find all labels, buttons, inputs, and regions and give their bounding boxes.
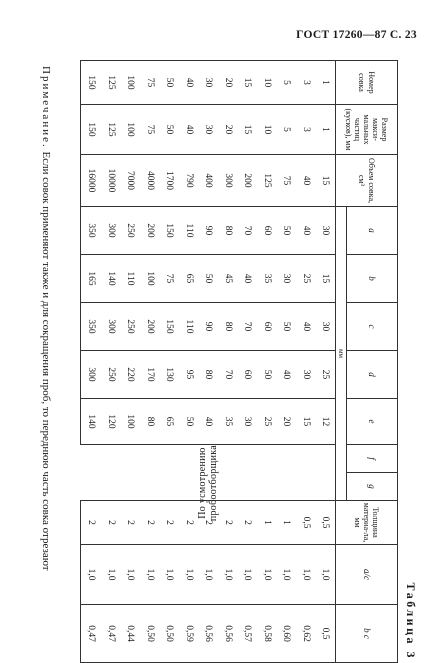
cell-bc: 0,57 bbox=[238, 605, 258, 663]
cell-tolshina: 0,5 bbox=[296, 501, 316, 545]
col-header-razmer: Размер макси-мальных частиц (кусков), мм bbox=[336, 105, 398, 155]
cell-tolshina: 2 bbox=[160, 501, 180, 545]
cell-c: 90 bbox=[199, 303, 219, 351]
cell-b: 75 bbox=[160, 255, 180, 303]
cell-d: 50 bbox=[257, 351, 277, 399]
cell-b: 165 bbox=[81, 255, 101, 303]
cell-nomer: 10 bbox=[257, 61, 277, 105]
cell-razmer: 20 bbox=[218, 105, 238, 155]
cell-d: 80 bbox=[199, 351, 219, 399]
cell-bc: 0,60 bbox=[277, 605, 297, 663]
table-row bbox=[81, 61, 101, 663]
table-row bbox=[257, 61, 277, 663]
table-caption: Таблица 3 bbox=[404, 582, 418, 660]
col-header-a: a bbox=[347, 207, 398, 255]
table-row bbox=[296, 61, 316, 663]
cell-nomer: 3 bbox=[296, 61, 316, 105]
cell-tolshina: 0,5 bbox=[316, 501, 336, 545]
cell-b: 45 bbox=[218, 255, 238, 303]
cell-b: 100 bbox=[140, 255, 160, 303]
cell-d: 130 bbox=[160, 351, 180, 399]
cell-tolshina: 1 bbox=[257, 501, 277, 545]
cell-nomer: 15 bbox=[238, 61, 258, 105]
cell-tolshina: 2 bbox=[179, 501, 199, 545]
cell-obem: 75 bbox=[277, 155, 297, 207]
cell-nomer: 5 bbox=[277, 61, 297, 105]
cell-tolshina: 2 bbox=[238, 501, 258, 545]
rotated-page-content bbox=[0, 60, 418, 660]
table-row bbox=[277, 61, 297, 663]
cell-b: 65 bbox=[179, 255, 199, 303]
cell-nomer: 1 bbox=[316, 61, 336, 105]
cell-ac: 1,0 bbox=[218, 545, 238, 605]
table-row bbox=[218, 61, 238, 663]
cell-obem: 790 bbox=[179, 155, 199, 207]
cell-d: 70 bbox=[218, 351, 238, 399]
cell-a: 70 bbox=[238, 207, 258, 255]
cell-e: 120 bbox=[101, 399, 121, 445]
cell-e: 20 bbox=[277, 399, 297, 445]
cell-obem: 7000 bbox=[121, 155, 141, 207]
cell-c: 60 bbox=[257, 303, 277, 351]
cell-a: 60 bbox=[257, 207, 277, 255]
cell-c: 50 bbox=[277, 303, 297, 351]
table-row bbox=[160, 61, 180, 663]
cell-razmer: 75 bbox=[140, 105, 160, 155]
page-header: ГОСТ 17260—87 С. 23 bbox=[296, 29, 417, 41]
cell-b: 30 bbox=[277, 255, 297, 303]
cell-d: 25 bbox=[316, 351, 336, 399]
cell-c: 80 bbox=[218, 303, 238, 351]
cell-b: 140 bbox=[101, 255, 121, 303]
note-text: Если совок применяют также и для сокращения проб, то переднюю часть совка отрезают bbox=[40, 151, 52, 571]
cell-ac: 1,0 bbox=[316, 545, 336, 605]
cell-obem: 16000 bbox=[81, 155, 101, 207]
cell-d: 220 bbox=[121, 351, 141, 399]
cell-bc: 0,47 bbox=[101, 605, 121, 663]
cell-obem: 40 bbox=[296, 155, 316, 207]
cell-b: 50 bbox=[199, 255, 219, 303]
cell-a: 80 bbox=[218, 207, 238, 255]
table-body bbox=[81, 61, 336, 663]
cell-nomer: 100 bbox=[121, 61, 141, 105]
cell-razmer: 125 bbox=[101, 105, 121, 155]
cell-tolshina: 2 bbox=[218, 501, 238, 545]
note-label: Примечание. bbox=[40, 66, 52, 149]
cell-obem: 125 bbox=[257, 155, 277, 207]
cell-b: 110 bbox=[121, 255, 141, 303]
cell-a: 200 bbox=[140, 207, 160, 255]
cell-e: 12 bbox=[316, 399, 336, 445]
cell-razmer: 15 bbox=[238, 105, 258, 155]
cell-razmer: 3 bbox=[296, 105, 316, 155]
col-header-c: c bbox=[347, 303, 398, 351]
table-row bbox=[199, 61, 219, 663]
cell-razmer: 30 bbox=[199, 105, 219, 155]
cell-a: 300 bbox=[101, 207, 121, 255]
col-header-g: g bbox=[347, 473, 398, 501]
cell-ac: 1,0 bbox=[257, 545, 277, 605]
cell-razmer: 40 bbox=[179, 105, 199, 155]
fg-span-text: По усмотрению пробоотборщика bbox=[197, 444, 219, 522]
cell-d: 95 bbox=[179, 351, 199, 399]
cell-e: 40 bbox=[199, 399, 219, 445]
cell-d: 300 bbox=[81, 351, 101, 399]
table-row bbox=[238, 61, 258, 663]
cell-obem: 400 bbox=[199, 155, 219, 207]
cell-a: 40 bbox=[296, 207, 316, 255]
cell-a: 250 bbox=[121, 207, 141, 255]
cell-bc: 0,62 bbox=[296, 605, 316, 663]
cell-e: 65 bbox=[160, 399, 180, 445]
cell-c: 200 bbox=[140, 303, 160, 351]
cell-c: 40 bbox=[296, 303, 316, 351]
cell-bc: 0,5 bbox=[316, 605, 336, 663]
cell-razmer: 150 bbox=[81, 105, 101, 155]
table-row bbox=[101, 61, 121, 663]
cell-b: 40 bbox=[238, 255, 258, 303]
cell-razmer: 50 bbox=[160, 105, 180, 155]
unit-mm-label: мм bbox=[336, 207, 347, 501]
cell-e: 80 bbox=[140, 399, 160, 445]
footnote bbox=[38, 60, 53, 660]
cell-a: 90 bbox=[199, 207, 219, 255]
cell-bc: 0,56 bbox=[218, 605, 238, 663]
cell-e: 30 bbox=[238, 399, 258, 445]
cell-nomer: 125 bbox=[101, 61, 121, 105]
cell-ac: 1,0 bbox=[101, 545, 121, 605]
cell-bc: 0,44 bbox=[121, 605, 141, 663]
cell-ac: 1,0 bbox=[296, 545, 316, 605]
cell-obem: 200 bbox=[238, 155, 258, 207]
cell-c: 70 bbox=[238, 303, 258, 351]
cell-tolshina: 2 bbox=[121, 501, 141, 545]
col-header-tolshina: Толщина материа-ла, мм bbox=[336, 501, 398, 545]
cell-c: 250 bbox=[121, 303, 141, 351]
cell-bc: 0,50 bbox=[140, 605, 160, 663]
cell-bc: 0,47 bbox=[81, 605, 101, 663]
cell-d: 40 bbox=[277, 351, 297, 399]
cell-ac: 1,0 bbox=[179, 545, 199, 605]
cell-d: 170 bbox=[140, 351, 160, 399]
col-header-ac: a/c bbox=[336, 545, 398, 605]
cell-nomer: 150 bbox=[81, 61, 101, 105]
cell-obem: 4000 bbox=[140, 155, 160, 207]
cell-tolshina: 1 bbox=[277, 501, 297, 545]
fg-span-cell bbox=[81, 444, 336, 522]
cell-e: 100 bbox=[121, 399, 141, 445]
col-header-f: f bbox=[347, 445, 398, 473]
data-table bbox=[81, 60, 399, 663]
cell-ac: 1,0 bbox=[81, 545, 101, 605]
cell-e: 140 bbox=[81, 399, 101, 445]
cell-b: 35 bbox=[257, 255, 277, 303]
cell-razmer: 100 bbox=[121, 105, 141, 155]
cell-nomer: 50 bbox=[160, 61, 180, 105]
cell-d: 30 bbox=[296, 351, 316, 399]
table-row bbox=[121, 61, 141, 663]
table-row bbox=[140, 61, 160, 663]
cell-d: 250 bbox=[101, 351, 121, 399]
cell-ac: 1,0 bbox=[238, 545, 258, 605]
cell-nomer: 40 bbox=[179, 61, 199, 105]
cell-tolshina: 2 bbox=[101, 501, 121, 545]
cell-tolshina: 2 bbox=[140, 501, 160, 545]
cell-c: 350 bbox=[81, 303, 101, 351]
cell-obem: 15 bbox=[316, 155, 336, 207]
cell-e: 50 bbox=[179, 399, 199, 445]
cell-razmer: 1 bbox=[316, 105, 336, 155]
cell-razmer: 10 bbox=[257, 105, 277, 155]
cell-ac: 1,0 bbox=[199, 545, 219, 605]
cell-ac: 1,0 bbox=[277, 545, 297, 605]
cell-d: 60 bbox=[238, 351, 258, 399]
cell-tolshina: 2 bbox=[81, 501, 101, 545]
cell-c: 300 bbox=[101, 303, 121, 351]
col-header-e: e bbox=[347, 399, 398, 445]
col-header-nomer: Номер совка bbox=[336, 61, 398, 105]
cell-tolshina: 2 bbox=[199, 501, 219, 545]
cell-a: 30 bbox=[316, 207, 336, 255]
cell-e: 15 bbox=[296, 399, 316, 445]
cell-bc: 0,59 bbox=[179, 605, 199, 663]
cell-nomer: 75 bbox=[140, 61, 160, 105]
cell-c: 110 bbox=[179, 303, 199, 351]
cell-obem: 300 bbox=[218, 155, 238, 207]
cell-b: 15 bbox=[316, 255, 336, 303]
cell-e: 25 bbox=[257, 399, 277, 445]
cell-bc: 0,58 bbox=[257, 605, 277, 663]
cell-bc: 0,50 bbox=[160, 605, 180, 663]
cell-razmer: 5 bbox=[277, 105, 297, 155]
cell-c: 30 bbox=[316, 303, 336, 351]
cell-a: 110 bbox=[179, 207, 199, 255]
cell-bc: 0,56 bbox=[199, 605, 219, 663]
cell-ac: 1,0 bbox=[160, 545, 180, 605]
col-header-obem: Объем совка, см³ bbox=[336, 155, 398, 207]
cell-obem: 1700 bbox=[160, 155, 180, 207]
cell-obem: 10000 bbox=[101, 155, 121, 207]
cell-b: 25 bbox=[296, 255, 316, 303]
table-row bbox=[179, 61, 199, 663]
cell-nomer: 30 bbox=[199, 61, 219, 105]
cell-ac: 1,0 bbox=[121, 545, 141, 605]
table-row bbox=[316, 61, 336, 663]
cell-e: 35 bbox=[218, 399, 238, 445]
cell-nomer: 20 bbox=[218, 61, 238, 105]
cell-a: 350 bbox=[81, 207, 101, 255]
col-header-b: b bbox=[347, 255, 398, 303]
cell-a: 150 bbox=[160, 207, 180, 255]
col-header-bc: b c bbox=[336, 605, 398, 663]
cell-c: 150 bbox=[160, 303, 180, 351]
cell-ac: 1,0 bbox=[140, 545, 160, 605]
cell-a: 50 bbox=[277, 207, 297, 255]
col-header-d: d bbox=[347, 351, 398, 399]
